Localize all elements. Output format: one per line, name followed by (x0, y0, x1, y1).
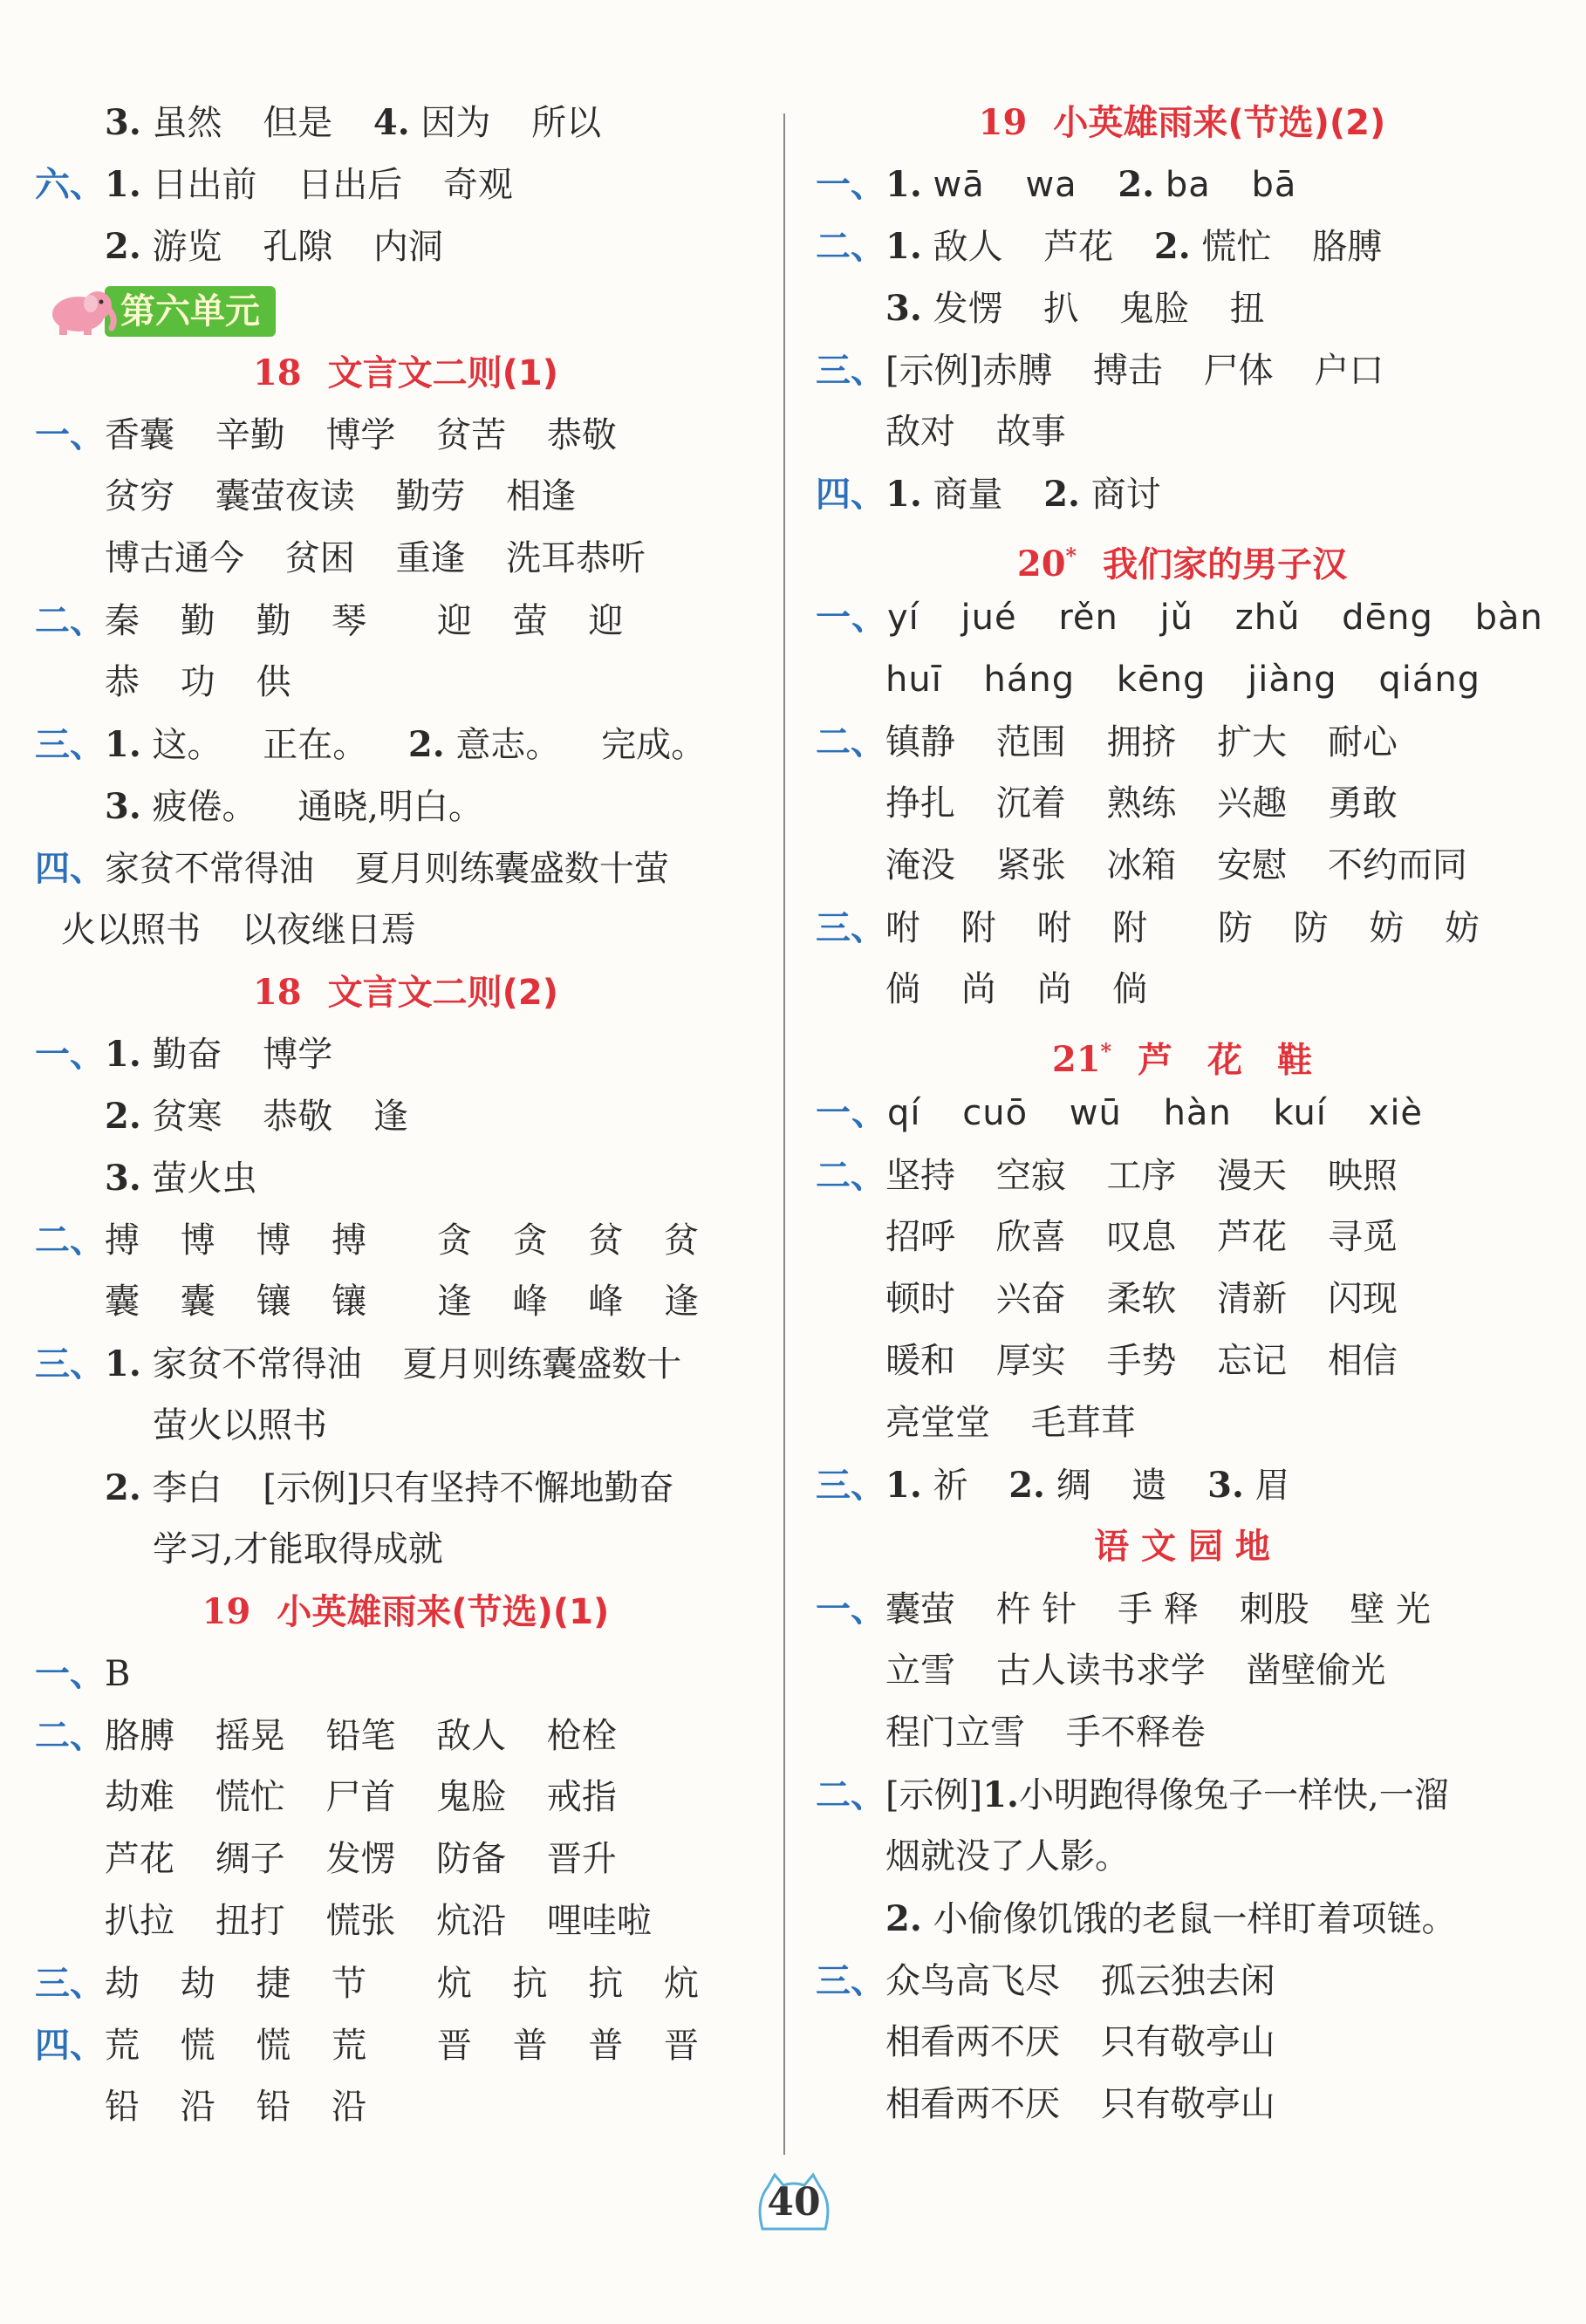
answer-line: 二、1. 敌人 芦花 2. 慌忙 胳膊 (816, 226, 1383, 267)
elephant-icon (44, 283, 119, 338)
answer-line: 三、[示例]赤膊 搏击 尸体 户口 (816, 350, 1384, 391)
answer-line: 相看两不厌 只有敬亭山 (885, 2022, 1275, 2062)
section-marker: 二、 (35, 600, 105, 641)
section-marker: 一、 (816, 1093, 887, 1133)
left-column (35, 92, 776, 2138)
section-marker: 三、 (816, 350, 885, 391)
section-marker: 二、 (35, 1220, 105, 1261)
section-marker: 三、 (35, 724, 105, 765)
unit-title: 第六单元 (105, 286, 276, 337)
answer-line: 程门立雪 手不释卷 (885, 1712, 1206, 1753)
section-marker: 二、 (35, 1715, 105, 1756)
answer-line: 倘 尚 尚 倘 (885, 969, 1148, 1009)
answer-line: 一、B (35, 1653, 131, 1694)
answer-line: 萤火以照书 (153, 1405, 327, 1446)
answer-line: 三、众鸟高飞尽 孤云独去闲 (816, 1960, 1275, 2001)
answer-line: 一、囊萤 杵 针 手 释 刺股 壁 光 (816, 1589, 1432, 1630)
answer-line: 囊 囊 镶 镶 逢 峰 峰 逢 (105, 1282, 700, 1322)
answer-line: 二、[示例]1.小明跑得像兔子一样快,一溜 (816, 1774, 1449, 1815)
lesson-title: 19 小英雄雨来(节选)(2) (978, 102, 1386, 143)
answer-line: 芦花 绸子 发愣 防备 晋升 (105, 1839, 617, 1879)
section-marker: 一、 (816, 598, 887, 638)
answer-line: 铅 沿 铅 沿 (105, 2087, 367, 2127)
answer-line: 一、1. 勤奋 博学 (35, 1034, 333, 1075)
answer-line: 二、胳膊 摇晃 铅笔 敌人 枪栓 (35, 1715, 617, 1756)
answer-line: 三、咐 附 咐 附 防 防 妨 妨 (816, 907, 1480, 948)
section-marker: 一、 (35, 414, 105, 455)
answer-line: 3. 萤火虫 (105, 1158, 257, 1199)
answer-line: huī háng kēng jiàng qiáng (885, 660, 1481, 700)
answer-line: 四、家贫不常得油 夏月则练囊盛数十萤 (35, 848, 669, 889)
section-marker: 一、 (35, 1653, 105, 1694)
section-marker: 三、 (35, 1343, 105, 1384)
answer-line: 2. 李白 [示例]只有坚持不懈地勤奋 (105, 1467, 674, 1508)
answer-line: 扒拉 扭打 慌张 炕沿 哩哇啦 (105, 1901, 652, 1941)
answer-line: 六、1. 日出前 日出后 奇观 (35, 164, 513, 205)
section-marker: 二、 (816, 226, 885, 267)
lesson-title: 18 文言文二则(2) (252, 972, 559, 1013)
right-column (816, 92, 1548, 2136)
section-marker: 二、 (816, 1774, 885, 1815)
lesson-title: 19 小英雄雨来(节选)(1) (202, 1591, 610, 1632)
answer-line: 2. 贫寒 恭敬 逢 (105, 1096, 408, 1137)
section-marker: 三、 (816, 907, 885, 948)
answer-line: 恭 功 供 (105, 662, 291, 702)
section-marker: 二、 (816, 1155, 885, 1196)
section-marker: 三、 (816, 1465, 885, 1506)
answer-line: 贫穷 囊萤夜读 勤劳 相逢 (105, 476, 577, 516)
section-marker: 六、 (35, 164, 105, 205)
section-marker: 四、 (35, 2025, 105, 2066)
answer-line: 二、搏 博 博 搏 贪 贪 贫 贫 (35, 1220, 700, 1261)
answer-line: 3. 发愣 扒 鬼脸 扭 (885, 288, 1265, 329)
answer-line: 三、1. 家贫不常得油 夏月则练囊盛数十 (35, 1343, 682, 1384)
answer-line: 一、yí jué rěn jǔ zhǔ dēng bàn (816, 598, 1543, 638)
lesson-title: 20* 我们家的男子汉 (1016, 543, 1348, 585)
answer-line: 一、qí cuō wū hàn kuí xiè (816, 1093, 1424, 1133)
section-marker: 一、 (35, 1034, 105, 1075)
answer-line: 三、1. 祈 2. 绸 遗 3. 眉 (816, 1465, 1290, 1506)
lesson-title: 21* 芦 花 鞋 (1051, 1039, 1313, 1081)
answer-line: 学习,才能取得成就 (153, 1529, 443, 1569)
answer-line: 3. 疲倦。 通晓,明白。 (105, 786, 483, 827)
answer-line: 四、荒 慌 慌 荒 晋 普 普 晋 (35, 2025, 700, 2066)
answer-line: 亮堂堂 毛茸茸 (885, 1403, 1136, 1443)
answer-line: 淹没 紧张 冰箱 安慰 不约而同 (885, 845, 1467, 885)
section-marker: 一、 (816, 1589, 885, 1630)
section-marker: 三、 (816, 1960, 885, 2001)
section-marker: 四、 (35, 848, 105, 889)
lesson-title: 18 文言文二则(1) (252, 352, 559, 393)
section-marker: 三、 (35, 1963, 105, 2004)
answer-line: 暖和 厚实 手势 忘记 相信 (885, 1341, 1398, 1381)
answer-line: 二、镇静 范围 拥挤 扩大 耐心 (816, 721, 1398, 762)
page-number: 40 (750, 2168, 837, 2238)
answer-line: 相看两不厌 只有敬亭山 (885, 2084, 1275, 2124)
answer-line: 二、秦 勤 勤 琴 迎 萤 迎 (35, 600, 624, 641)
column-divider (783, 113, 785, 2155)
answer-line: 挣扎 沉着 熟练 兴趣 勇敢 (885, 783, 1398, 824)
answer-line: 劫难 慌忙 尸首 鬼脸 戒指 (105, 1777, 617, 1817)
answer-line: 博古通今 贫困 重逢 洗耳恭听 (105, 538, 646, 578)
answer-line: 2. 游览 孔隙 内洞 (105, 226, 443, 267)
answer-line: 火以照书 以夜继日焉 (61, 910, 416, 950)
answer-line: 立雪 古人读书求学 凿壁偷光 (885, 1651, 1386, 1691)
answer-line: 2. 小偷像饥饿的老鼠一样盯着项链。 (885, 1898, 1457, 1939)
answer-line: 四、1. 商量 2. 商讨 (816, 474, 1161, 515)
answer-line: 三、劫 劫 捷 节 炕 抗 抗 炕 (35, 1963, 700, 2004)
section-marker: 二、 (816, 721, 885, 762)
answer-line: 招呼 欣喜 叹息 芦花 寻觅 (885, 1217, 1398, 1257)
unit-badge (44, 286, 276, 337)
section-marker: 四、 (816, 474, 885, 515)
answer-line: 顿时 兴奋 柔软 清新 闪现 (885, 1279, 1398, 1319)
answer-line: 一、香囊 辛勤 博学 贫苦 恭敬 (35, 414, 617, 455)
answer-line: 三、1. 这。 正在。 2. 意志。 完成。 (35, 724, 707, 765)
answer-line: 二、坚持 空寂 工序 漫天 映照 (816, 1155, 1398, 1196)
answer-line: 烟就没了人影。 (885, 1836, 1130, 1876)
lesson-title: 语 文 园 地 (1094, 1527, 1270, 1567)
section-marker: 一、 (816, 164, 885, 205)
answer-line: 一、1. wā wa 2. ba bā (816, 164, 1297, 205)
answer-line: 3. 虽然 但是 4. 因为 所以 (105, 102, 602, 143)
answer-line: 敌对 故事 (885, 412, 1066, 452)
